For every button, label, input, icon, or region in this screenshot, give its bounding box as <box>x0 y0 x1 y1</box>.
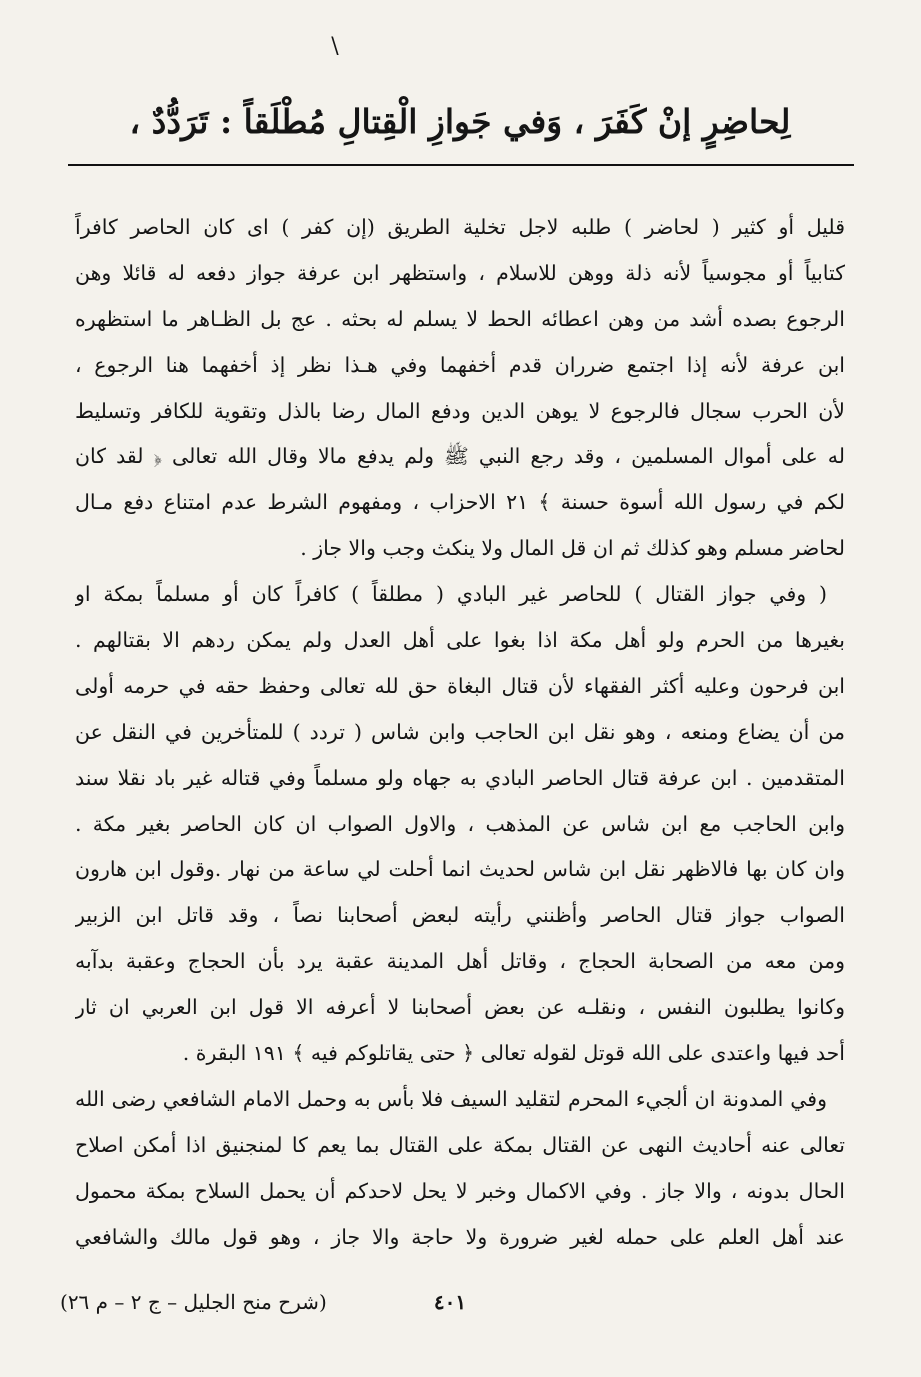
heading-rule <box>68 164 854 166</box>
text-line: وفي المدونة ان ألجيء المحرم لتقليد السيف فلا بأس به وحمل الامام الشافعي رضى الله <box>75 1086 827 1111</box>
text-line: المتقدمين . ابن عرفة قتال الحاصر البادي به جهاه ولو مسلماً وفي قتاله غير باد نقلا سند <box>75 765 845 790</box>
text-line: وان كان بها فالاظهر نقل ابن شاس لحديث انما أحلت لي ساعة من نهار .وقول ابن هارون <box>75 857 845 882</box>
text-line: ابن عرفة لأنه إذا اجتمع ضرران قدم أخفهما وفي هـذا نظر إذ أخفهما هنا الرجوع ، <box>75 352 845 377</box>
text-line: أحد فيها واعتدى على الله قوتل لقوله تعالى ﴿ حتى يقاتلوكم فيه ﴾ ١٩١ البقرة . <box>182 1041 845 1066</box>
text-line: كتابياً أو مجوسياً لأنه ذلة ووهن للاسلام ، واستظهر ابن عرفة جواز دفعه له قائلا وهن <box>75 260 845 285</box>
source-citation: (شرح منح الجليل – ج ٢ – م ٢٦) <box>60 1290 327 1314</box>
text-line: من أن يضاع ومنعه ، وهو نقل ابن الحاجب وابن شاس ( تردد ) للمتأخرين في النقل عن <box>75 719 845 744</box>
text-line: لكم في رسول الله أسوة حسنة ﴾ ٢١ الاحزاب ، ومفهوم الشرط عدم امتناع دفع مـال <box>75 490 845 515</box>
text-line: تعالى عنه أحاديث النهى عن القتال بمكة على القتال بما يعم كا لمنجنيق اذا أمكن اصلاح <box>75 1132 845 1157</box>
top-mark: \ <box>331 34 339 59</box>
text-line: لأن الحرب سجال فالرجوع لا يوهن الدين ودفع المال رضا بالذل وتقوية للكافر وتسليط <box>75 398 845 423</box>
text-line: له على أموال المسلمين ، وقد رجع النبي ﷺ ولم يدفع مالا وقال الله تعالى ﴿ لقد كان <box>75 444 845 469</box>
text-line: عند أهل العلم على حمله لغير ضرورة ولا حاجة والا جاز ، وهو قول مالك والشافعي <box>75 1224 845 1249</box>
text-line: الحال بدونه ، والا جاز . وفي الاكمال وخبر لا يحل لاحدكم أن يحمل السلاح بمكة محمول <box>75 1178 845 1203</box>
text-line: ومن معه من الصحابة الحجاج ، وقاتل أهل المدينة عقبة يرد بأن الحجاج وعقبة بدآبه <box>75 949 845 974</box>
verse-heading: لِحاضِرٍ إنْ كَفَرَ ، وَفي جَوازِ الْقِتالِ مُطْلَقاً : تَرَدُّدٌ ، <box>129 102 791 141</box>
text-line: وكانوا يطلبون النفس ، ونقلـه عن بعض أصحابنا لا أعرفه الا قول ابن العربي ان ثار <box>75 995 845 1020</box>
text-line: الصواب جواز قتال الحاصر وأظنني رأيته لبعض أصحابنا نصاً ، وقد قاتل ابن الزبير <box>75 903 845 928</box>
text-line: قليل أو كثير ( لحاضر ) طلبه لاجل تخلية الطريق (إن كفر ) اى كان الحاصر كافراً <box>75 215 845 239</box>
text-line: الرجوع بصده أشد من وهن اعطائه الحط لا يسلم له بحثه . عج بل الظـاهر ما استظهره <box>75 306 845 331</box>
text-line: وابن الحاجب مع ابن شاس عن المذهب ، والاول الصواب ان كان الحاصر بغير مكة . <box>75 811 845 836</box>
text-line: لحاضر مسلم وهو كذلك ثم ان قل المال ولا ينكث وجب والا جاز . <box>300 536 845 561</box>
body-text <box>75 204 845 1259</box>
page-footer <box>60 1282 840 1322</box>
text-line: بغيرها من الحرم ولو أهل مكة اذا بغوا على أهل العدل ولم يمكن ردهم الا بقتالهم . <box>75 628 845 653</box>
text-line: ابن فرحون وعليه أكثر الفقهاء لأن قتال البغاة حق لله تعالى وحفظ حقه في حرمه أولى <box>75 673 845 698</box>
text-line: ( وفي جواز القتال ) للحاصر غير البادي ( مطلقاً ) كافراً كان أو مسلماً بمكة او <box>75 582 827 607</box>
page-number: ٤٠١ <box>433 1290 467 1314</box>
